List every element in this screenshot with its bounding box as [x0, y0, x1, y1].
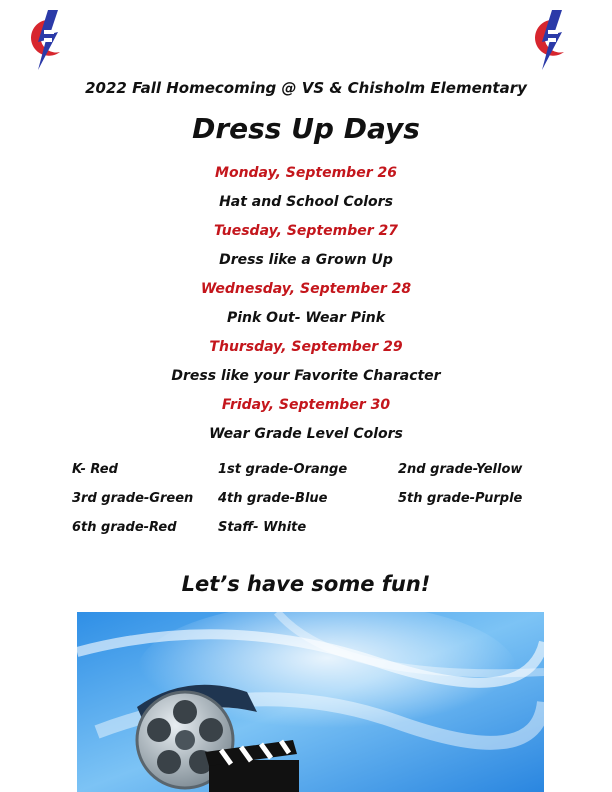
grade-color-item: Staff- White	[218, 520, 307, 535]
grade-color-item: K- Red	[72, 462, 118, 477]
grade-color-item: 1st grade-Orange	[218, 462, 348, 477]
theme-tuesday: Dress like a Grown Up	[219, 252, 393, 268]
day-tuesday: Tuesday, September 27	[214, 223, 398, 239]
schedule-list	[0, 162, 612, 452]
tagline: Let’s have some fun!	[181, 572, 431, 596]
day-monday: Monday, September 26	[215, 165, 397, 181]
theme-wednesday: Pink Out- Wear Pink	[226, 310, 386, 326]
day-wednesday: Wednesday, September 28	[200, 281, 412, 297]
film-reel-banner	[77, 612, 544, 792]
grade-color-item: 2nd grade-Yellow	[398, 462, 523, 477]
grade-color-item: 4th grade-Blue	[218, 491, 328, 506]
theme-thursday: Dress like your Favorite Character	[171, 368, 441, 384]
school-logo-right	[528, 8, 572, 72]
page-title: Dress Up Days	[192, 112, 420, 145]
day-friday: Friday, September 30	[221, 397, 391, 413]
theme-monday: Hat and School Colors	[219, 194, 393, 210]
grade-row	[72, 484, 542, 513]
school-logo-left	[24, 8, 68, 72]
grade-colors-grid	[72, 455, 542, 542]
grade-row	[72, 513, 542, 542]
event-subtitle: 2022 Fall Homecoming @ VS & Chisholm Elementary	[85, 79, 527, 97]
day-thursday: Thursday, September 29	[209, 339, 403, 355]
grade-color-item: 3rd grade-Green	[72, 491, 194, 506]
grade-row	[72, 455, 542, 484]
grade-color-item: 5th grade-Purple	[398, 491, 523, 506]
theme-friday: Wear Grade Level Colors	[209, 426, 403, 442]
grade-color-item: 6th grade-Red	[72, 520, 177, 535]
